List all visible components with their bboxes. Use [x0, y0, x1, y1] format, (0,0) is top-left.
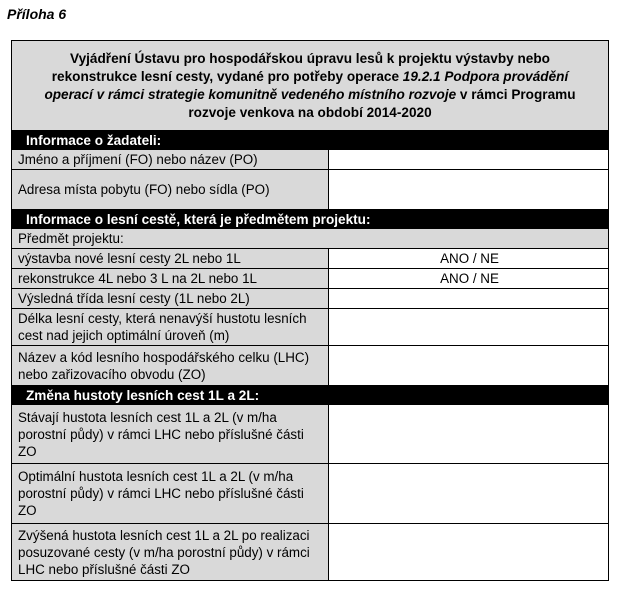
form-title — [12, 41, 609, 131]
road-class-label: Výsledná třída lesní cesty (1L nebo 2L) — [12, 289, 329, 309]
density-increased-field[interactable] — [329, 524, 609, 581]
form-title-operation: 19.2.1 Podpora provádění operací v rámci strategie komunitně vedeného místního rozvoje — [44, 68, 569, 102]
table-row — [12, 405, 609, 464]
road-class-field[interactable] — [329, 289, 609, 309]
road-subject-label: Předmět projektu: — [12, 229, 609, 249]
table-row — [12, 269, 609, 289]
road-reconstruction-choice[interactable]: ANO / NE — [329, 269, 609, 289]
road-new-build-choice[interactable]: ANO / NE — [329, 249, 609, 269]
table-row — [12, 229, 609, 249]
applicant-name-field[interactable] — [329, 150, 609, 170]
density-current-label: Stávají hustota lesních cest 1L a 2L (v m/ha porostní půdy) v rámci LHC nebo příslušné části ZO — [12, 405, 329, 464]
applicant-name-label: Jméno a příjmení (FO) nebo název (PO) — [12, 150, 329, 170]
form-title-text-1: Vyjádření Ústavu pro hospodářskou úpravu lesů k projektu výstavby nebo rekonstrukce lesní cesty, vydané pro potřeby operace — [51, 50, 550, 84]
form-title-text-2: v rámci Programu rozvoje venkova na období 2014-2020 — [188, 86, 576, 120]
annex-label: Příloha 6 — [7, 6, 67, 22]
table-row — [12, 309, 609, 346]
table-row — [12, 524, 609, 581]
road-length-label: Délka lesní cesty, která nenavýší hustotu lesních cest nad jejich optimální úroveň (m) — [12, 309, 329, 346]
section-density-heading: Změna hustoty lesních cest 1L a 2L: — [12, 386, 609, 405]
section-applicant — [12, 131, 609, 150]
section-road-heading: Informace o lesní cestě, která je předmětem projektu: — [12, 210, 609, 229]
density-optimal-field[interactable] — [329, 464, 609, 524]
table-row — [12, 346, 609, 386]
density-current-field[interactable] — [329, 405, 609, 464]
table-row — [12, 464, 609, 524]
road-reconstruction-label: rekonstrukce 4L nebo 3 L na 2L nebo 1L — [12, 269, 329, 289]
applicant-address-field[interactable] — [329, 170, 609, 210]
road-new-build-label: výstavba nové lesní cesty 2L nebo 1L — [12, 249, 329, 269]
section-density — [12, 386, 609, 405]
table-row — [12, 150, 609, 170]
table-row — [12, 289, 609, 309]
table-row — [12, 249, 609, 269]
applicant-address-label: Adresa místa pobytu (FO) nebo sídla (PO) — [12, 170, 329, 210]
density-increased-label: Zvýšená hustota lesních cest 1L a 2L po realizaci posuzované cesty (v m/ha porostní půdy) v rámci LHC nebo příslušné části ZO — [12, 524, 329, 581]
density-optimal-label: Optimální hustota lesních cest 1L a 2L (v m/ha porostní půdy) v rámci LHC nebo příslušné části ZO — [12, 464, 329, 524]
statement-form — [11, 40, 609, 581]
road-lhc-label: Název a kód lesního hospodářského celku (LHC) nebo zařizovacího obvodu (ZO) — [12, 346, 329, 386]
section-applicant-heading: Informace o žadateli: — [12, 131, 609, 150]
section-road — [12, 210, 609, 229]
form-title-row — [12, 41, 609, 131]
road-length-field[interactable] — [329, 309, 609, 346]
table-row — [12, 170, 609, 210]
road-lhc-field[interactable] — [329, 346, 609, 386]
